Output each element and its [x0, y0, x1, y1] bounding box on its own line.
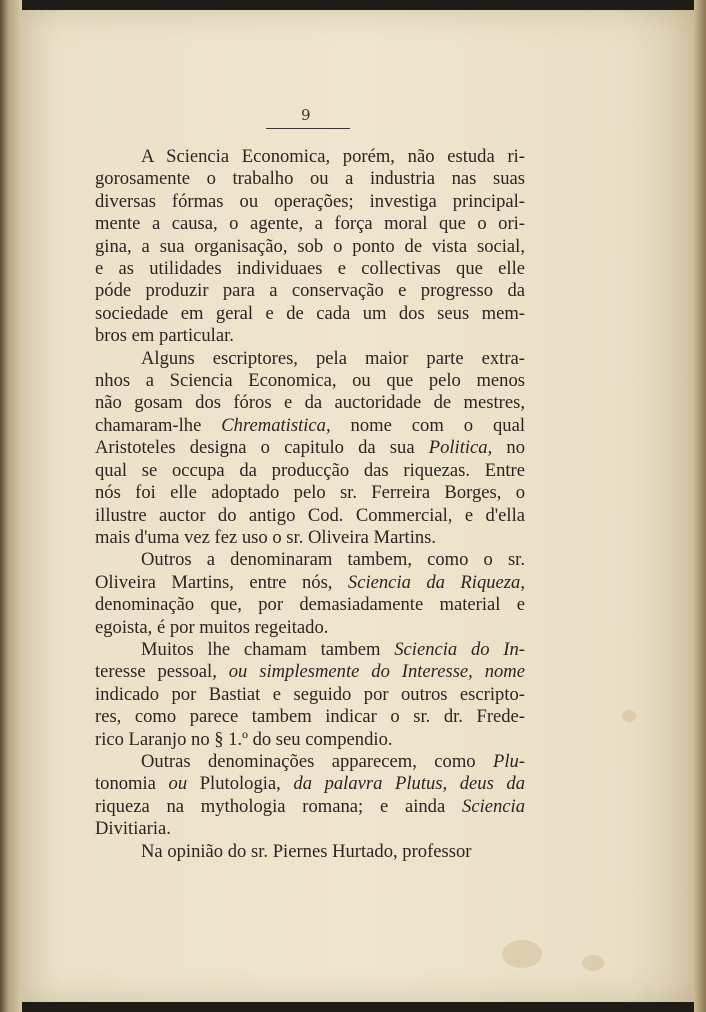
text-run: gina, a sua organisação, sob o ponto de vista social, [95, 235, 525, 257]
text-line [95, 773, 525, 795]
text-run: gorosamente o trabalho ou a industria nas suas [95, 168, 525, 190]
text-run: não gosam dos fóros e da auctoridade de mestres, [95, 392, 525, 414]
italic-term: Plu- [492, 750, 525, 772]
text-run: illustre auctor do antigo Cod. Commercial, e d'ella [95, 504, 525, 526]
text-run: nhos a Sciencia Economica, ou que pelo menos [95, 370, 525, 392]
text-line [95, 280, 525, 302]
text-line [95, 460, 525, 482]
text-run: sociedade em geral e de cada um dos seus mem- [95, 302, 525, 324]
italic-term: Sciencia do In- [394, 638, 525, 660]
text-run: Na opinião do sr. Piernes Hurtado, professor [141, 840, 472, 862]
text-run: nós foi elle adoptado pelo sr. Ferreira Borges, o [95, 482, 525, 504]
text-run: Oliveira Martins, entre nós, [95, 571, 348, 593]
text-line [95, 617, 525, 639]
text-line [95, 639, 525, 661]
text-run: qual se occupa da producção das riquezas. Entre [95, 459, 525, 481]
text-line [95, 415, 525, 437]
text-run: A Sciencia Economica, porém, não estuda ri- [141, 146, 525, 167]
italic-term: Chrematistica, [221, 414, 331, 436]
text-line [95, 706, 525, 728]
text-line [95, 661, 525, 683]
body-text [95, 146, 525, 863]
text-run: rico Laranjo no § 1.º do seu compendio. [95, 728, 393, 750]
text-run: mais d'uma vez fez uso o sr. Oliveira Martins. [95, 526, 437, 548]
text-line [95, 751, 525, 773]
text-line [95, 572, 525, 594]
text-line [95, 818, 525, 840]
text-run: póde produzir para a conservação e progresso da [95, 280, 525, 302]
text-line [95, 796, 525, 818]
text-run: Outros a denominaram tambem, como o sr. [141, 549, 525, 571]
text-run: riqueza na mythologia romana; e ainda [95, 795, 463, 817]
page-edge-right [694, 0, 706, 1012]
text-run: res, como parece tambem indicar o sr. dr. Frede- [95, 706, 525, 728]
text-run: teresse pessoal, [95, 661, 217, 683]
text-run: Aristoteles designa o capitulo da sua [95, 437, 429, 459]
text-run: Alguns escriptores, pela maior parte extra- [141, 347, 525, 369]
text-line [95, 527, 525, 549]
text-run: bros em particular. [95, 325, 234, 347]
text-line [95, 437, 525, 459]
facing-page-edge [0, 0, 22, 1012]
text-line [95, 191, 525, 213]
text-line [95, 325, 525, 347]
text-line [95, 370, 525, 392]
text-line [95, 841, 525, 863]
italic-term: Sciencia [462, 795, 525, 817]
text-line [95, 303, 525, 325]
text-run: mente a causa, o agente, a força moral que o ori- [95, 213, 525, 235]
text-run: Outras denominações apparecem, como [141, 750, 493, 772]
text-line [95, 594, 525, 616]
text-run: tonomia [95, 773, 156, 795]
text-run: diversas fórmas ou operações; investiga principal- [95, 190, 525, 212]
italic-term: Politica, [428, 437, 493, 459]
text-line [95, 729, 525, 751]
text-run: egoista, é por muitos regeitado. [95, 616, 329, 638]
text-run: chamaram-lhe [95, 414, 222, 436]
text-line [95, 549, 525, 571]
text-line [95, 146, 525, 168]
text-line [95, 348, 525, 370]
italic-term: Sciencia da Riqueza, [347, 571, 525, 593]
page-number: 9 [301, 106, 311, 124]
text-run: no [492, 437, 525, 459]
text-line [95, 168, 525, 190]
italic-term: da palavra Plutus, deus da [280, 773, 525, 795]
text-run: e as utilidades individuaes e collectivas que elle [95, 258, 525, 280]
text-run: Divitiaria. [95, 818, 171, 840]
text-run: Muitos lhe chamam tambem [141, 638, 395, 660]
header-rule [266, 128, 350, 129]
text-line [95, 392, 525, 414]
text-run: denominação que, por demasiadamente material e [95, 594, 525, 616]
text-line [95, 684, 525, 706]
text-run: nome com o qual [330, 414, 525, 436]
text-line [95, 482, 525, 504]
text-run: Plutologia, [199, 773, 281, 795]
text-line [95, 505, 525, 527]
italic-term: ou simplesmente do Interesse, nome [216, 661, 525, 683]
italic-term: ou [155, 773, 200, 795]
text-line [95, 236, 525, 258]
text-run: indicado por Bastiat e seguido por outros escripto- [95, 683, 525, 705]
text-line [95, 213, 525, 235]
text-line [95, 258, 525, 280]
